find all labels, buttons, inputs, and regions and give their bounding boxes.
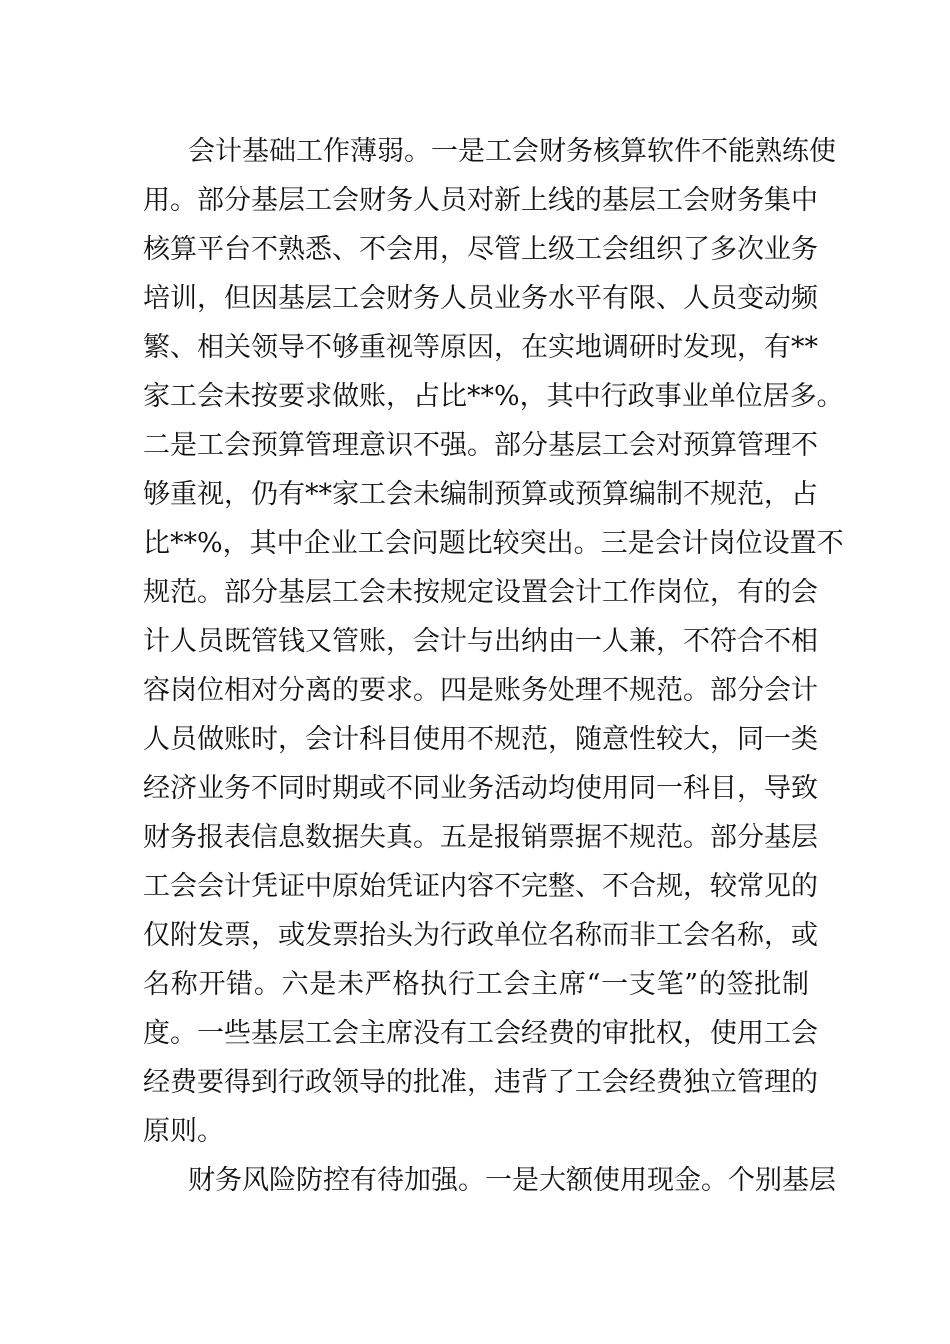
paragraph-1-line-17: 仅附发票，或发票抬头为行政单位名称而非工会名称，或 bbox=[143, 920, 818, 951]
paragraph-1-line-15: 财务报表信息数据失真。五是报销票据不规范。部分基层 bbox=[143, 822, 818, 853]
paragraph-1-line-3: 核算平台不熟悉、不会用，尽管上级工会组织了多次业务 bbox=[143, 234, 818, 265]
paragraph-1-line-19: 度。一些基层工会主席没有工会经费的审批权，使用工会 bbox=[143, 1018, 818, 1049]
paragraph-1-line-12: 容岗位相对分离的要求。四是账务处理不规范。部分会计 bbox=[143, 675, 818, 706]
paragraph-1-line-18: 名称开错。六是未严格执行工会主席“一支笔”的签批制 bbox=[143, 969, 809, 1000]
paragraph-1-line-10: 规范。部分基层工会未按规定设置会计工作岗位，有的会 bbox=[143, 577, 818, 608]
paragraph-2-line-1: 财务风险防控有待加强。一是大额使用现金。个别基层 bbox=[188, 1165, 836, 1196]
body-text bbox=[143, 127, 844, 1205]
paragraph-1-line-20: 经费要得到行政领导的批准，违背了工会经费独立管理的 bbox=[143, 1067, 818, 1098]
paragraph-1-line-13: 人员做账时，会计科目使用不规范，随意性较大，同一类 bbox=[143, 724, 818, 755]
paragraph-1-line-14: 经济业务不同时期或不同业务活动均使用同一科目，导致 bbox=[143, 773, 818, 804]
paragraph-1-line-4: 培训，但因基层工会财务人员业务水平有限、人员变动频 bbox=[143, 283, 818, 314]
paragraph-1-line-1: 会计基础工作薄弱。一是工会财务核算软件不能熟练使 bbox=[188, 136, 836, 167]
paragraph-1-line-9: 比**%，其中企业工会问题比较突出。三是会计岗位设置不 bbox=[143, 528, 844, 559]
paragraph-1-line-11: 计人员既管钱又管账，会计与出纳由一人兼，不符合不相 bbox=[143, 626, 818, 657]
paragraph-1-line-5: 繁、相关领导不够重视等原因，在实地调研时发现，有** bbox=[143, 332, 818, 363]
paragraph-1-line-7: 二是工会预算管理意识不强。部分基层工会对预算管理不 bbox=[143, 430, 818, 461]
paragraph-1-line-8: 够重视，仍有**家工会未编制预算或预算编制不规范，占 bbox=[143, 479, 818, 510]
paragraph-1-line-16: 工会会计凭证中原始凭证内容不完整、不合规，较常见的 bbox=[143, 871, 818, 902]
paragraph-1-line-21: 原则。 bbox=[143, 1116, 224, 1147]
paragraph-1-line-6: 家工会未按要求做账，占比**%，其中行政事业单位居多。 bbox=[143, 381, 844, 412]
paragraph-1-line-2: 用。部分基层工会财务人员对新上线的基层工会财务集中 bbox=[143, 185, 818, 216]
